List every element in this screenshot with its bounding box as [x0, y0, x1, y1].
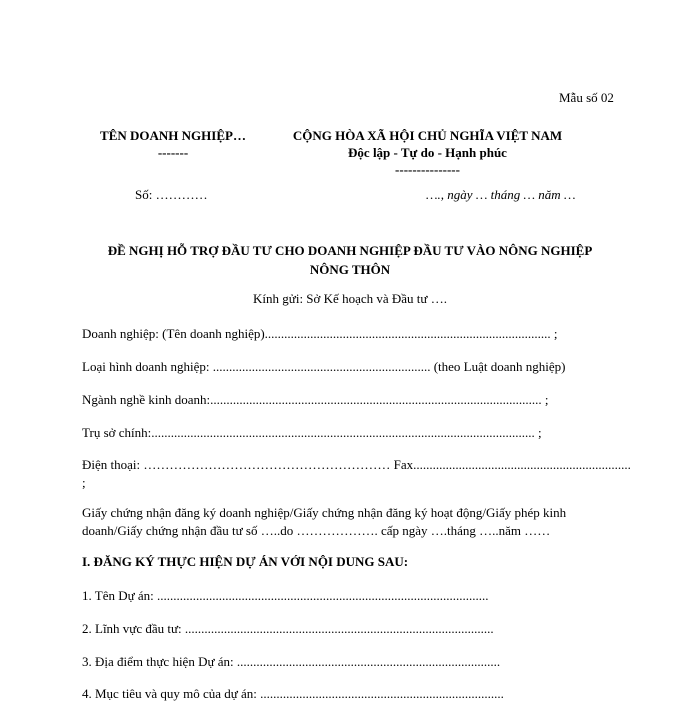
field-business-line: Ngành nghề kinh doanh:...................................................................................................... ; — [82, 392, 549, 407]
motto-divider: --------------- — [395, 162, 460, 177]
nation-name: CỘNG HÒA XÃ HỘI CHỦ NGHĨA VIỆT NAM — [292, 128, 563, 143]
nation-header — [270, 127, 585, 178]
document-title-line2: NÔNG THÔN — [309, 262, 391, 277]
field-head-office: Trụ sở chính:...................................................................................................................... ; — [82, 425, 542, 440]
company-name: TÊN DOANH NGHIỆP… — [100, 128, 246, 143]
company-divider: ------- — [157, 145, 189, 160]
field-certificate: Giấy chứng nhận đăng ký doanh nghiệp/Giấy chứng nhận đăng ký hoạt động/Giấy phép kinh doanh/Giấy chứng nhận đầu tư số …..do ………………. cấp ngày ….tháng …..năm …… — [82, 505, 567, 538]
field-phone-fax-end: ; — [82, 475, 86, 490]
field-company: Doanh nghiệp: (Tên doanh nghiệp)........................................................................................ ; — [82, 326, 558, 341]
motto: Độc lập - Tự do - Hạnh phúc — [348, 145, 507, 160]
section1-heading: I. ĐĂNG KÝ THỰC HIỆN DỰ ÁN VỚI NỘI DUNG SAU: — [82, 554, 409, 569]
section1-item: 2. Lĩnh vực đầu tư: ............................................................................................... — [82, 621, 494, 636]
form-number: Mẫu số 02 — [559, 90, 614, 105]
date-line: …., ngày … tháng … năm … — [426, 187, 576, 202]
company-header — [78, 127, 268, 161]
section1-item: 1. Tên Dự án: ...................................................................................................... — [82, 588, 489, 603]
document-title — [70, 241, 630, 279]
section1-item: 4. Mục tiêu và quy mô của dự án: ........................................................................... — [82, 686, 504, 701]
document-number: Số: ………… — [135, 187, 208, 202]
document-title-line1: ĐỀ NGHỊ HỖ TRỢ ĐẦU TƯ CHO DOANH NGHIỆP ĐẦU TƯ VÀO NÔNG NGHIỆP — [107, 243, 593, 258]
section1-item: 3. Địa điểm thực hiện Dự án: ................................................................................. — [82, 654, 501, 669]
field-phone-fax: Điện thoại: ………………………………………………… Fax................................................................... — [82, 457, 631, 472]
addressee: Kính gửi: Sở Kế hoạch và Đầu tư …. — [253, 291, 447, 306]
field-business-type: Loại hình doanh nghiệp: ................................................................... (theo Luật doanh nghiệp) — [82, 359, 566, 374]
